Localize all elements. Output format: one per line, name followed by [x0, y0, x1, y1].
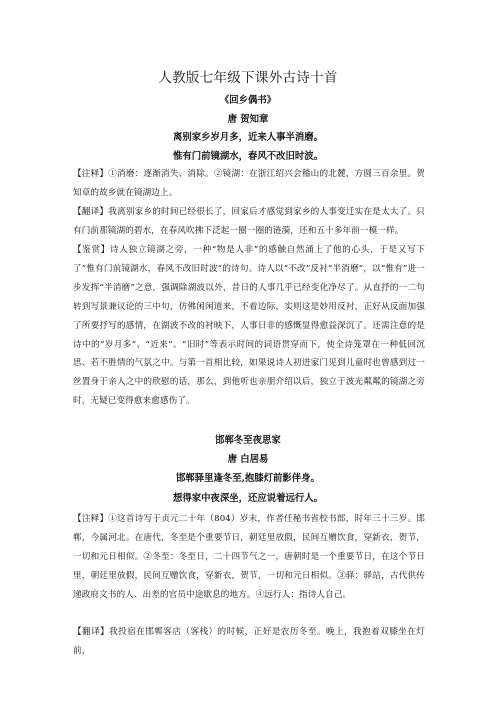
poem2-author: 唐 白居易 [227, 454, 269, 465]
document-title: 人教版七年级下课外古诗十首 [158, 70, 338, 86]
poem1-title: 《回乡偶书》 [219, 95, 277, 106]
poem1-translation: 【翻译】我离别家乡的时间已经很长了，回家后才感觉到家乡的人事变迁实在是太大了。只有门前那镜湖的碧水，在春风吹拂下泛起一圈一圈的涟漪，还和五十多年前一模一样。 [73, 207, 425, 236]
poem1-note: 【注释】①消磨：逐渐消失、消除。②镜湖：在浙江绍兴会稽山的北麓，方圆三百余里。贺知章的故乡就在镜湖边上。 [73, 169, 425, 198]
poem1-author: 唐 贺知章 [227, 114, 269, 125]
poem1-line2: 惟有门前镜湖水，春风不改旧时波。 [172, 151, 323, 162]
poem2-line2: 想得家中夜深坐，还应说着远行人。 [172, 493, 323, 504]
poem2-title: 邯郸冬至夜思家 [215, 435, 281, 446]
poem1-appreciation: 【鉴赏】诗人独立镜湖之旁，一种“物是人非”的感触自然涌上了他的心头，于是又写下了“惟有门前镜湖水，春风不改旧时波”的诗句。诗人以“不改”反衬“半消磨”，以“惟有”进一步发挥“半消磨”之意，强调除湖波以外，昔日的人事几乎已经变化净尽了。从直抒的一二句转到写景兼议论的三中句，仿佛闲闲道来，不着边际，实则这是妙用反衬，正好从反面加强了所要抒写的感情，在湖波不改的衬映下，人事日非的感慨显得愈益深沉了。还需注意的是诗中的“岁月多”、“近来”、“旧时”等表示时间的词语贯穿而下，使全诗笼罩在一种低回沉思、若不胜情的气氛之中。与第一首相比较，如果说诗人初进家门见到儿童时也曾感到过一丝置身于亲人之中的欣慰的话，那么，到他听也亲朋介绍以后，独立于波光粼粼的镜湖之旁时，无疑已变得愈来愈感伤了。 [73, 245, 425, 407]
poem1-line1: 离别家乡岁月多，近来人事半消磨。 [172, 132, 323, 143]
poem2-line1: 邯郸驿里逢冬至,抱膝灯前影伴身。 [176, 473, 320, 484]
poem2-note: 【注释】①这首诗写于贞元二十年（804）岁末，作者任秘书省校书郎，时年三十三岁。邯郸，今属河北。在唐代，冬至是个重要节日，朝廷里放假，民间互赠饮食，穿新衣，贺节，一切和元日相似。②冬至：冬至日，二十四节气之一，唐朝时是一个重要节日，在这个节日里，朝廷里放假，民间互赠饮食，穿新衣，贺节，一切和元日相似。③驿：驿站，古代供传递政府文书的人、出差的官员中途歇息的地方。④远行人：指诗人自己。 [73, 514, 425, 600]
poem2-translation: 【翻译】我投宿在邯郸客店（客栈）的时候，正好是农历冬至。晚上，我抱着双膝坐在灯前， [73, 627, 425, 656]
